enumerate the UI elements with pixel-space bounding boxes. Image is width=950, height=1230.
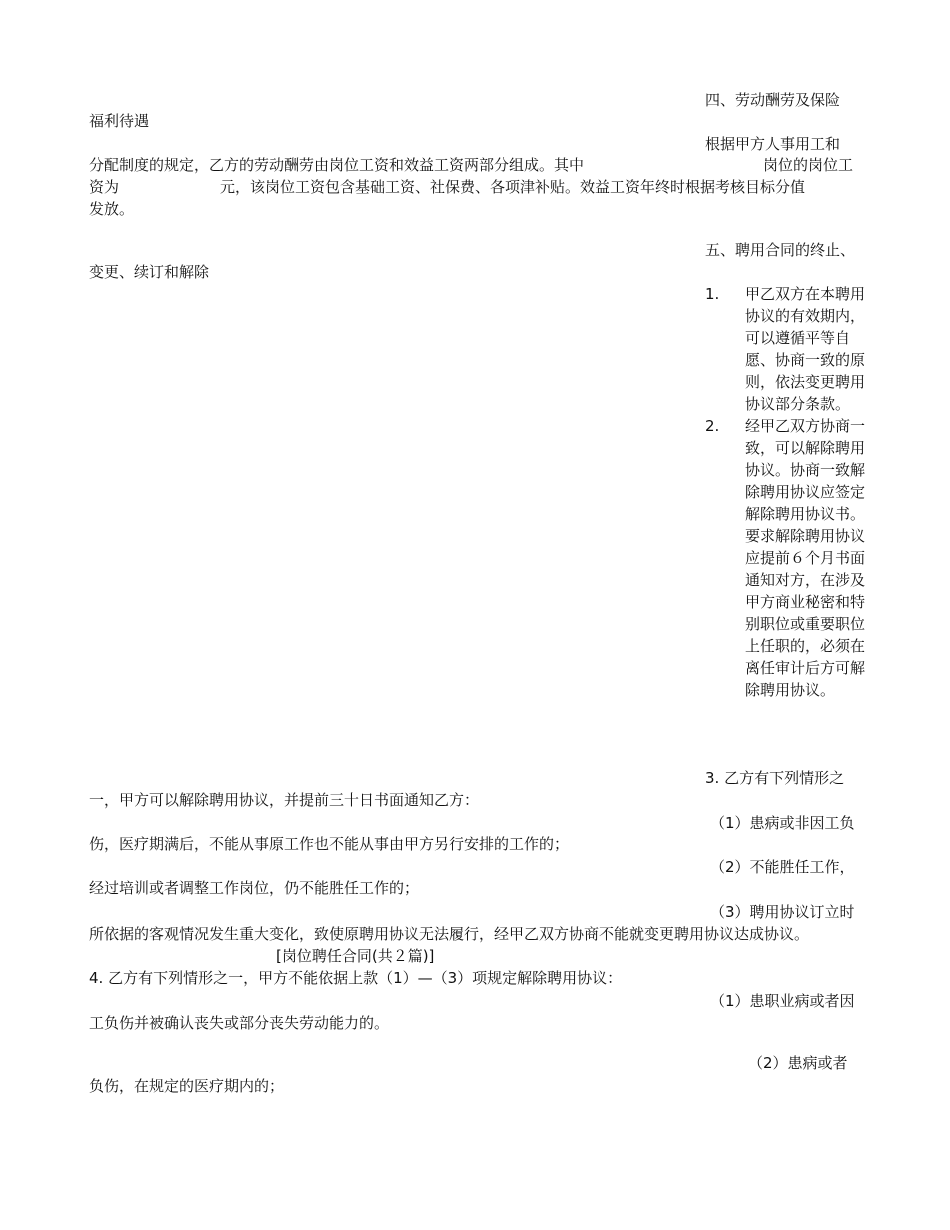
section-4-paragraph-line: 分配制度的规定，乙方的劳动酬劳由岗位工资和效益工资两部分组成。其中	[89, 156, 585, 174]
document-reference: [岗位聘任合同(共２篇)]	[276, 947, 435, 965]
clause-4-sub-1-continuation: 工负伤并被确认丧失或部分丧失劳动能力的。	[89, 1014, 390, 1032]
clause-3-sub-2-continuation: 经过培训或者调整工作岗位，仍不能胜任工作的；	[89, 879, 420, 897]
section-5-numbered-list	[705, 283, 865, 701]
section-4-paragraph-line: 岗位的岗位工	[763, 156, 854, 174]
clause-4-sub-2-start: （2）患病或者	[748, 1054, 848, 1072]
list-item-text: 甲乙双方在本聘用协议的有效期内，可以遵循平等自愿、协商一致的原则，依法变更聘用协议部分条款。	[745, 285, 866, 413]
section-4-title-continuation: 福利待遇	[89, 112, 150, 130]
list-item	[705, 283, 865, 415]
clause-3-start: 3. 乙方有下列情形之	[705, 769, 845, 787]
list-item-number: 2.	[705, 417, 720, 435]
clause-3-sub-3-start: （3）聘用协议订立时	[710, 903, 855, 921]
section-5-title-continuation: 变更、续订和解除	[89, 263, 210, 281]
section-4-paragraph-line: 发放。	[89, 200, 135, 218]
section-4-title: 四、劳动酬劳及保险	[705, 91, 841, 109]
list-item-text: 经甲乙双方协商一致，可以解除聘用协议。协商一致解除聘用协议应签定解除聘用协议书。要求解除聘用协议应提前６个月书面通知对方，在涉及甲方商业秘密和特别职位或重要职位上任职的，必须在离任审计后方可解除聘用协议。	[745, 417, 866, 699]
list-item-number: 1.	[705, 285, 720, 303]
clause-3-sub-3-continuation: 所依据的客观情况发生重大变化，致使原聘用协议无法履行，经甲乙双方协商不能就变更聘用协议达成协议。	[89, 925, 810, 943]
section-4-paragraph-start: 根据甲方人事用工和	[705, 135, 841, 153]
clause-3-continuation: 一，甲方可以解除聘用协议，并提前三十日书面通知乙方：	[89, 791, 480, 809]
clause-4-sub-2-continuation: 负伤，在规定的医疗期内的；	[89, 1077, 285, 1095]
clause-4: 4. 乙方有下列情形之一，甲方不能依据上款（1）—（3）项规定解除聘用协议：	[89, 969, 623, 987]
section-4-paragraph-line: 元，该岗位工资包含基础工资、社保费、各项津补贴。效益工资年终时根据考核目标分值	[220, 178, 806, 196]
section-5-title: 五、聘用合同的终止、	[705, 241, 856, 259]
clause-3-sub-2-start: （2）不能胜任工作，	[710, 858, 855, 876]
section-4-paragraph-line: 资为	[89, 178, 120, 196]
clause-4-sub-1-start: （1）患职业病或者因	[710, 992, 855, 1010]
clause-3-sub-1-continuation: 伤，医疗期满后，不能从事原工作也不能从事由甲方另行安排的工作的；	[89, 835, 570, 853]
list-item	[705, 415, 865, 701]
clause-3-sub-1-start: （1）患病或非因工负	[710, 814, 855, 832]
